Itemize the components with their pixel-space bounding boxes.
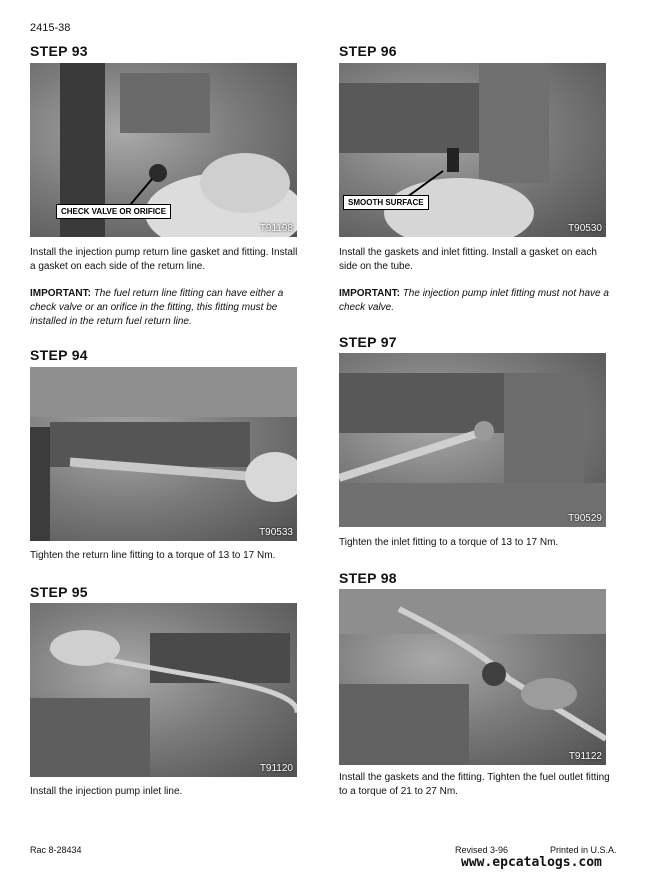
step-96-photo (339, 63, 606, 237)
footer-printed: Printed in U.S.A. (550, 845, 617, 855)
important-label: IMPORTANT: (339, 288, 400, 299)
important-text: The fuel return line fitting can have either a check valve or an orifice in the fitting, this fitting must be installed in the return fuel return line. (30, 288, 284, 327)
step-95-text: Install the injection pump inlet line. (30, 786, 183, 797)
footer-doc-number: Rac 8-28434 (30, 845, 82, 855)
callout-label: CHECK VALVE OR ORIFICE (56, 204, 171, 219)
step-93-text: Install the injection pump return line gasket and fitting. Install a gasket on each side of the return line. (30, 247, 298, 272)
step-95-photo (30, 603, 297, 777)
step-94-text: Tighten the return line fitting to a torque of 13 to 17 Nm. (30, 550, 276, 561)
photo-code: T90529 (568, 513, 602, 524)
watermark-text: www.epcatalogs.com (461, 855, 602, 870)
photo-code: T91120 (259, 763, 293, 774)
step-94-title: STEP 94 (30, 347, 88, 363)
step-96-title: STEP 96 (339, 43, 397, 59)
step-96-text: Install the gaskets and inlet fitting. Install a gasket on each side on the tube. (339, 247, 597, 272)
photo-code: T90530 (568, 223, 602, 234)
step-98-title: STEP 98 (339, 570, 397, 586)
important-label: IMPORTANT: (30, 288, 91, 299)
photo-code: T91198 (259, 223, 293, 234)
step-98-photo (339, 589, 606, 765)
step-95-title: STEP 95 (30, 584, 88, 600)
step-93-title: STEP 93 (30, 43, 88, 59)
step-97-text: Tighten the inlet fitting to a torque of 13 to 17 Nm. (339, 537, 559, 548)
photo-code: T90533 (259, 527, 293, 538)
step-97-title: STEP 97 (339, 334, 397, 350)
step-98-text: Install the gaskets and the fitting. Tighten the fuel outlet fitting to a torque of 21 to 27 Nm. (339, 772, 610, 797)
important-text: The injection pump inlet fitting must not have a check valve. (339, 288, 609, 313)
step-96-important (339, 287, 614, 315)
step-93-important (30, 287, 300, 329)
page-number: 2415-38 (30, 22, 71, 34)
callout-label: SMOOTH SURFACE (343, 195, 429, 210)
step-94-photo (30, 367, 297, 541)
photo-code: T91122 (568, 751, 602, 762)
step-97-photo (339, 353, 606, 527)
step-93-photo (30, 63, 297, 237)
footer-revised: Revised 3-96 (455, 845, 509, 855)
